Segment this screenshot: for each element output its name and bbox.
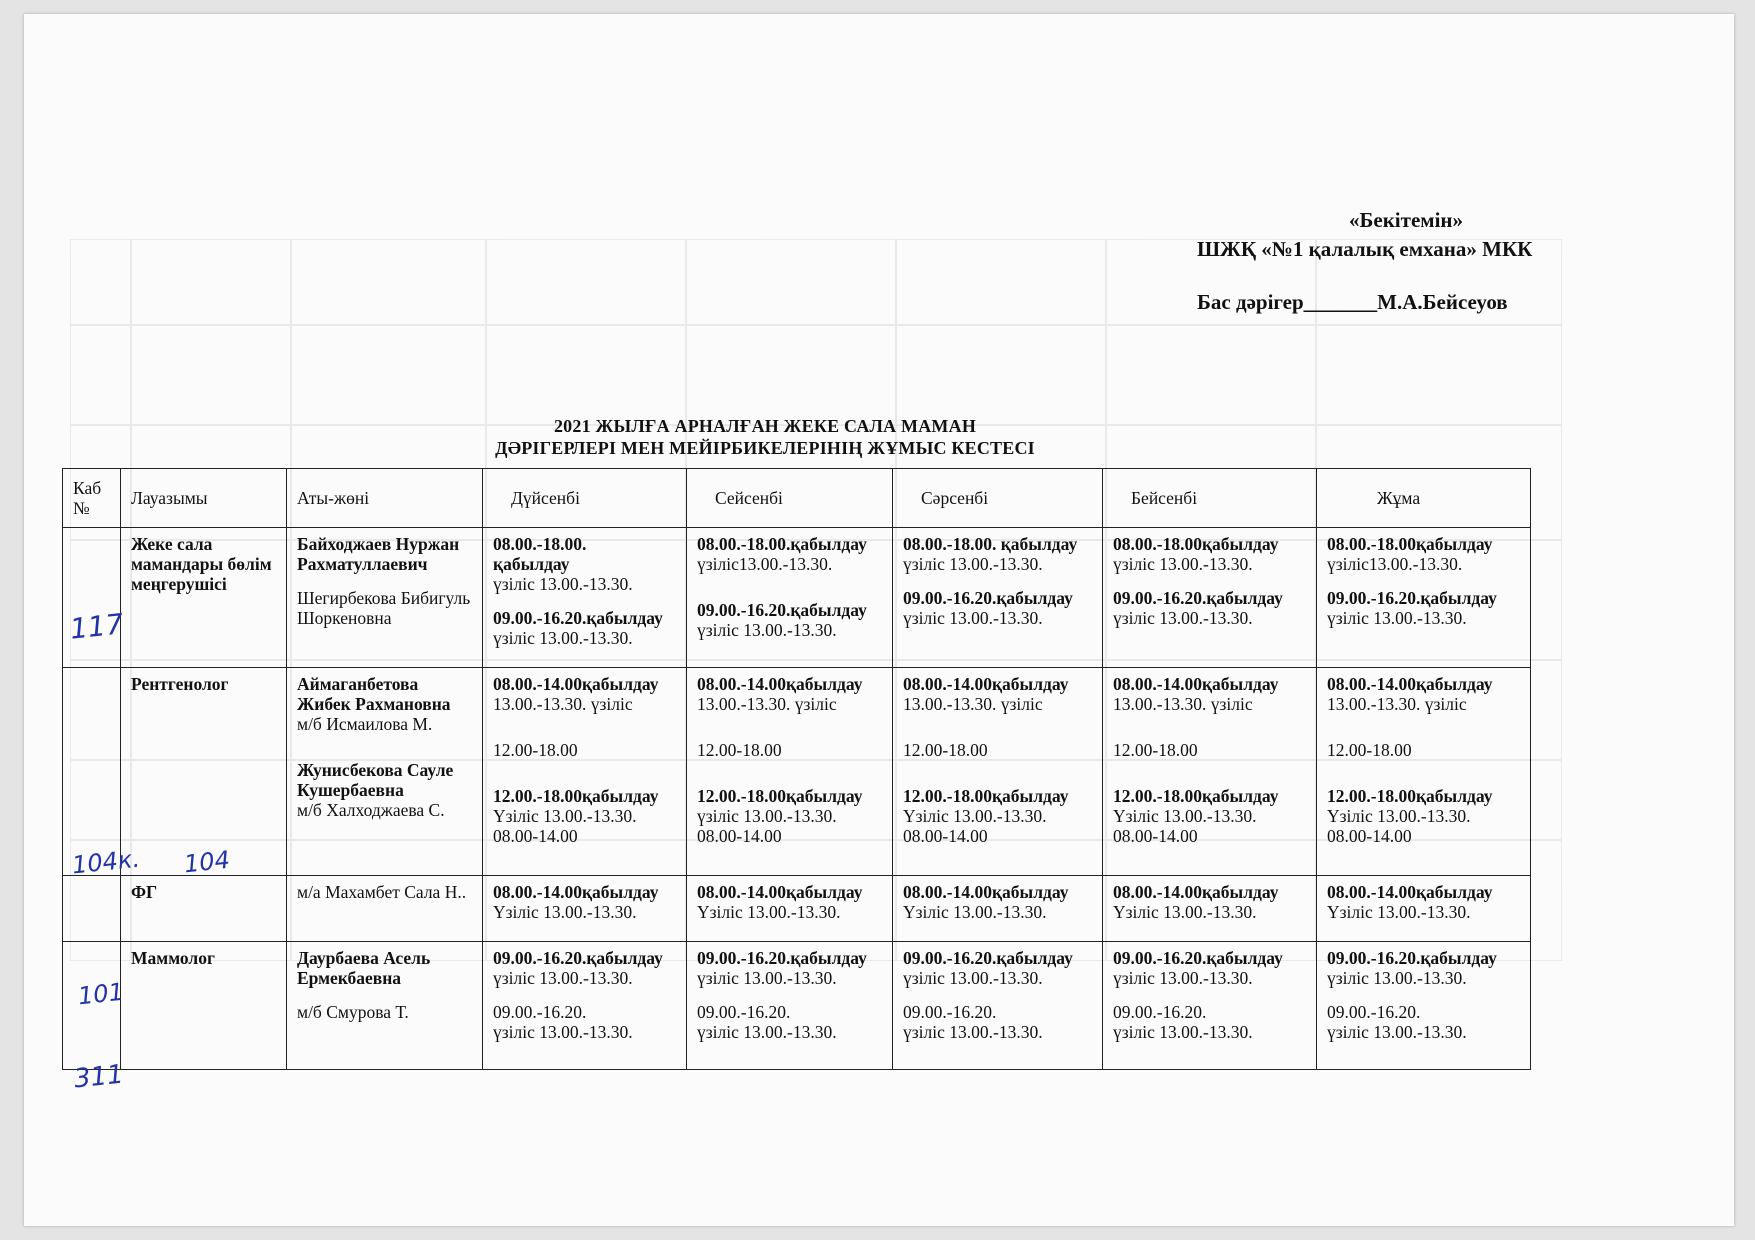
table-header-row — [63, 469, 1531, 528]
shift-time: 09.00.-16.20. — [903, 1002, 997, 1022]
shift-time: 08.00.-18.00қабылдау — [1113, 534, 1279, 554]
table-row — [63, 668, 1531, 876]
name-cell — [287, 668, 483, 876]
break-time: үзіліс 13.00.-13.30. — [493, 574, 633, 594]
shift-time: 09.00.-16.20. — [697, 1002, 791, 1022]
handwritten-room-311: 311 — [72, 1059, 126, 1095]
shift-time: 08.00-14.00 — [903, 826, 988, 846]
doctor-name: Даурбаева Асель Ермекбаевна — [297, 948, 431, 988]
shift-time: 08.00.-18.00. қабылдау — [903, 534, 1078, 554]
table-row — [63, 876, 1531, 942]
name-cell — [287, 942, 483, 1070]
break-time: үзіліс 13.00.-13.30. — [1113, 554, 1253, 574]
approval-heading: «Бекітемін» — [1349, 208, 1464, 232]
shift-time: 09.00.-16.20.қабылдау — [903, 588, 1073, 608]
break-time: үзіліс 13.00.-13.30. — [1327, 1022, 1467, 1042]
title-line-2: ДӘРІГЕРЛЕРІ МЕН МЕЙІРБИКЕЛЕРІНІҢ ЖҰМЫС КЕСТЕСІ — [495, 438, 1035, 458]
name-cell — [287, 528, 483, 668]
header-position: Лауазымы — [121, 469, 287, 528]
monday-cell — [483, 528, 687, 668]
room-cell — [63, 528, 121, 668]
thursday-cell — [1103, 668, 1317, 876]
approval-signature-line: Бас дәрігер_______М.А.Бейсеуов — [1197, 290, 1508, 314]
break-time: 13.00.-13.30. үзіліс — [1327, 694, 1467, 714]
handwritten-room-101: 101 — [76, 977, 126, 1011]
shift-time: 08.00-14.00 — [697, 826, 782, 846]
shift-time: 08.00.-14.00қабылдау — [697, 882, 863, 902]
wednesday-cell — [893, 876, 1103, 942]
header-thursday: Бейсенбі — [1103, 469, 1317, 528]
shift-time: 09.00.-16.20.қабылдау — [1113, 588, 1283, 608]
shift-time: 12.00.-18.00қабылдау — [1327, 786, 1493, 806]
approval-organization: ШЖҚ «№1 қалалық емхана» МКК — [1197, 237, 1533, 261]
break-time: үзіліс 13.00.-13.30. — [903, 554, 1043, 574]
shift-time: 12.00-18.00 — [1113, 740, 1198, 760]
break-time: 13.00.-13.30. үзіліс — [903, 694, 1043, 714]
nurse-name: Шегирбекова Бибигуль Шоркеновна — [297, 588, 471, 628]
shift-time: 08.00.-14.00қабылдау — [903, 882, 1069, 902]
break-time: Үзіліс 13.00.-13.30. — [493, 806, 637, 826]
shift-time: 12.00-18.00 — [903, 740, 988, 760]
break-time: Үзіліс 13.00.-13.30. — [1327, 902, 1471, 922]
nurse-name: м/б Халходжаева С. — [297, 800, 445, 820]
nurse-name: м/а Махамбет Сала Н.. — [297, 882, 467, 902]
break-time: үзіліс 13.00.-13.30. — [493, 628, 633, 648]
break-time: үзіліс 13.00.-13.30. — [697, 806, 837, 826]
position-cell: ФГ — [121, 876, 287, 942]
header-friday: Жұма — [1317, 469, 1531, 528]
shift-time: 09.00.-16.20.қабылдау — [1113, 948, 1283, 968]
shift-time: 09.00.-16.20. — [1113, 1002, 1207, 1022]
shift-time: 09.00.-16.20.қабылдау — [697, 948, 867, 968]
header-tuesday: Сейсенбі — [687, 469, 893, 528]
monday-cell — [483, 942, 687, 1070]
thursday-cell — [1103, 942, 1317, 1070]
shift-time: 08.00.-18.00қабылдау — [1327, 534, 1493, 554]
friday-cell — [1317, 528, 1531, 668]
wednesday-cell — [893, 942, 1103, 1070]
position-cell: Маммолог — [121, 942, 287, 1070]
break-time: Үзіліс 13.00.-13.30. — [1327, 806, 1471, 826]
shift-time: 08.00.-14.00қабылдау — [1113, 674, 1279, 694]
shift-time: 12.00-18.00 — [697, 740, 782, 760]
doctor-name: Аймаганбетова Жибек Рахмановна — [297, 674, 451, 714]
shift-time: 09.00.-16.20.қабылдау — [697, 600, 867, 620]
shift-time: 08.00.-14.00қабылдау — [697, 674, 863, 694]
break-time: Үзіліс 13.00.-13.30. — [903, 806, 1047, 826]
break-time: үзіліс 13.00.-13.30. — [697, 968, 837, 988]
handwritten-room-104k: 104к. — [70, 844, 142, 880]
shift-time: 12.00.-18.00қабылдау — [903, 786, 1069, 806]
break-time: үзіліс 13.00.-13.30. — [903, 1022, 1043, 1042]
break-time: үзіліс 13.00.-13.30. — [1113, 968, 1253, 988]
shift-time: 08.00-14.00 — [1327, 826, 1412, 846]
break-time: үзіліс13.00.-13.30. — [697, 554, 833, 574]
position-cell: Жеке сала мамандары бөлім меңгерушісі — [121, 528, 287, 668]
shift-time: 09.00.-16.20.қабылдау — [493, 948, 663, 968]
break-time: 13.00.-13.30. үзіліс — [1113, 694, 1253, 714]
position-cell: Рентгенолог — [121, 668, 287, 876]
header-wednesday: Сәрсенбі — [893, 469, 1103, 528]
nurse-name: м/б Исмаилова М. — [297, 714, 433, 734]
friday-cell — [1317, 876, 1531, 942]
shift-time: 08.00.-14.00қабылдау — [493, 674, 659, 694]
document-title — [440, 415, 1090, 459]
handwritten-room-104: 104 — [182, 845, 232, 879]
break-time: Үзіліс 13.00.-13.30. — [1113, 806, 1257, 826]
break-time: үзіліс 13.00.-13.30. — [903, 608, 1043, 628]
break-time: Үзіліс 13.00.-13.30. — [697, 902, 841, 922]
shift-time: 08.00.-14.00қабылдау — [1327, 882, 1493, 902]
friday-cell — [1317, 942, 1531, 1070]
header-name: Аты-жөні — [287, 469, 483, 528]
shift-time: 09.00.-16.20. — [493, 1002, 587, 1022]
break-time: үзіліс 13.00.-13.30. — [697, 1022, 837, 1042]
shift-time: 09.00.-16.20.қабылдау — [1327, 948, 1497, 968]
doctor-name: Байходжаев Нуржан Рахматуллаевич — [297, 534, 460, 574]
shift-time: 08.00.-14.00қабылдау — [493, 882, 659, 902]
break-time: үзіліс 13.00.-13.30. — [493, 968, 633, 988]
break-time: үзіліс 13.00.-13.30. — [493, 1022, 633, 1042]
friday-cell — [1317, 668, 1531, 876]
approval-block — [1197, 206, 1617, 317]
room-cell — [63, 668, 121, 876]
header-room: Каб № — [63, 469, 121, 528]
shift-time: 08.00.-14.00қабылдау — [1327, 674, 1493, 694]
break-time: үзіліс 13.00.-13.30. — [1327, 968, 1467, 988]
tuesday-cell — [687, 668, 893, 876]
shift-time: 08.00.-18.00.қабылдау — [697, 534, 867, 554]
break-time: үзіліс 13.00.-13.30. — [1113, 1022, 1253, 1042]
break-time: Үзіліс 13.00.-13.30. — [493, 902, 637, 922]
handwritten-room-117: 117 — [68, 607, 126, 646]
shift-time: 12.00.-18.00қабылдау — [493, 786, 659, 806]
wednesday-cell — [893, 668, 1103, 876]
monday-cell — [483, 876, 687, 942]
break-time: үзіліс 13.00.-13.30. — [1327, 608, 1467, 628]
doctor-name: Жунисбекова Сауле Кушербаевна — [297, 760, 454, 800]
thursday-cell — [1103, 528, 1317, 668]
break-time: Үзіліс 13.00.-13.30. — [1113, 902, 1257, 922]
shift-time: 08.00.-18.00. — [493, 534, 587, 554]
shift-time: 12.00-18.00 — [493, 740, 578, 760]
shift-time: 09.00.-16.20.қабылдау — [903, 948, 1073, 968]
table-row — [63, 942, 1531, 1070]
monday-cell — [483, 668, 687, 876]
shift-time: 08.00.-14.00қабылдау — [903, 674, 1069, 694]
shift-time: 09.00.-16.20.қабылдау — [1327, 588, 1497, 608]
wednesday-cell — [893, 528, 1103, 668]
shift-time: 12.00.-18.00қабылдау — [697, 786, 863, 806]
tuesday-cell — [687, 876, 893, 942]
table-row — [63, 528, 1531, 668]
room-cell — [63, 876, 121, 942]
shift-time: 08.00-14.00 — [493, 826, 578, 846]
name-cell — [287, 876, 483, 942]
break-time: үзіліс 13.00.-13.30. — [903, 968, 1043, 988]
header-monday: Дүйсенбі — [483, 469, 687, 528]
shift-label: қабылдау — [493, 554, 570, 574]
shift-time: 12.00-18.00 — [1327, 740, 1412, 760]
break-time: 13.00.-13.30. үзіліс — [697, 694, 837, 714]
shift-time: 09.00.-16.20. — [1327, 1002, 1421, 1022]
break-time: үзіліс13.00.-13.30. — [1327, 554, 1463, 574]
tuesday-cell — [687, 942, 893, 1070]
break-time: 13.00.-13.30. үзіліс — [493, 694, 633, 714]
break-time: Үзіліс 13.00.-13.30. — [903, 902, 1047, 922]
schedule-table — [62, 468, 1531, 1070]
tuesday-cell — [687, 528, 893, 668]
break-time: үзіліс 13.00.-13.30. — [1113, 608, 1253, 628]
nurse-name: м/б Смурова Т. — [297, 1002, 409, 1022]
shift-time: 09.00.-16.20.қабылдау — [493, 608, 663, 628]
shift-time: 08.00-14.00 — [1113, 826, 1198, 846]
title-line-1: 2021 ЖЫЛҒА АРНАЛҒАН ЖЕКЕ САЛА МАМАН — [553, 416, 977, 436]
thursday-cell — [1103, 876, 1317, 942]
shift-time: 12.00.-18.00қабылдау — [1113, 786, 1279, 806]
shift-time: 08.00.-14.00қабылдау — [1113, 882, 1279, 902]
break-time: үзіліс 13.00.-13.30. — [697, 620, 837, 640]
